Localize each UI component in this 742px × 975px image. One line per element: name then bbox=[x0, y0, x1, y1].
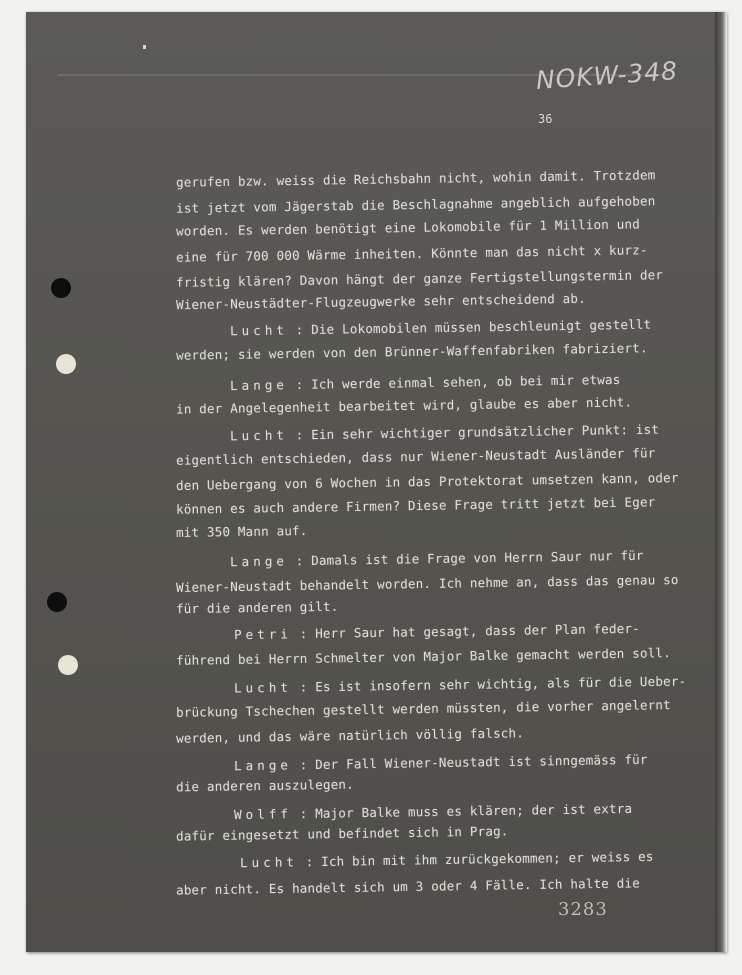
text-line: die anderen auszulegen. bbox=[175, 776, 354, 795]
text-line: Wiener-Neustädter-Flugzeugwerke sehr entscheidend ab. bbox=[175, 290, 586, 313]
text-line: den Uebergang von 6 Wochen in das Protektorat umsetzen kann, oder bbox=[175, 470, 679, 493]
speaker-line: Lange : Ich werde einmal sehen, ob bei mir etwas bbox=[229, 371, 621, 394]
text-line: Wiener-Neustadt behandelt worden. Ich nehme an, dass das genau so bbox=[175, 572, 679, 595]
text-line: worden. Es werden benötigt eine Lokomobile für 1 Million und bbox=[175, 216, 641, 239]
speaker-name: Lucht bbox=[229, 427, 289, 444]
text-line: dafür eingesetzt und befindet sich in Prag. bbox=[175, 823, 509, 844]
text-line: gerufen bzw. weiss die Reichsbahn nicht, wohin damit. Trotzdem bbox=[175, 167, 656, 190]
punch-hole bbox=[47, 592, 67, 612]
speaker-name: Lucht bbox=[239, 854, 299, 871]
text-line: brückung Tschechen gestellt werden müssten, die vorher angelernt bbox=[175, 697, 671, 720]
speaker-name: Petri bbox=[233, 626, 293, 643]
archive-reference-handwritten: NOKW-348 bbox=[534, 56, 679, 95]
text-line: aber nicht. Es handelt sich um 3 oder 4 Fälle. Ich halte die bbox=[175, 875, 641, 898]
page-edge-shadow bbox=[715, 12, 727, 952]
text-line: ist jetzt vom Jägerstab die Beschlagnahme angeblich aufgehoben bbox=[175, 193, 656, 216]
text-line: mit 350 Mann auf. bbox=[175, 522, 308, 541]
document-id-stamp: 3283 bbox=[558, 899, 608, 920]
text-line: in der Angelegenheit bearbeitet wird, glaube es aber nicht. bbox=[175, 394, 633, 417]
speaker-line: Lange : Der Fall Wiener-Neustadt ist sinngemäss für bbox=[233, 751, 648, 774]
speaker-name: Lucht bbox=[233, 679, 293, 696]
speaker-name: Lucht bbox=[229, 322, 289, 339]
text-line: werden, und das wäre natürlich völlig falsch. bbox=[175, 725, 525, 746]
text-line: werden; sie werden von den Brünner-Waffenfabriken fabriziert. bbox=[175, 340, 648, 363]
speck-mark bbox=[143, 45, 146, 49]
speaker-line: Lucht : Die Lokomobilen müssen beschleunigt gestellt bbox=[229, 316, 652, 339]
text-line: führend bei Herrn Schmelter von Major Balke gemacht werden soll. bbox=[175, 645, 671, 668]
speaker-line: Lange : Damals ist die Frage von Herrn Saur nur für bbox=[229, 547, 644, 570]
page-number: 36 bbox=[538, 112, 553, 126]
speaker-name: Lange bbox=[229, 553, 289, 570]
text-line: fristig klären? Davon hängt der ganze Fertigstellungstermin der bbox=[175, 267, 664, 290]
speaker-line: Petri : Herr Saur hat gesagt, dass der Plan feder- bbox=[233, 620, 640, 643]
speaker-line: Lucht : Ich bin mit ihm zurückgekommen; er weiss es bbox=[239, 848, 654, 871]
punch-hole bbox=[56, 354, 76, 374]
speaker-line: Wolff : Major Balke muss es klären; der ist extra bbox=[233, 800, 633, 823]
text-line: für die anderen gilt. bbox=[175, 598, 339, 617]
punch-hole bbox=[58, 655, 78, 675]
speaker-name: Lange bbox=[229, 377, 289, 394]
speaker-line: Lucht : Ein sehr wichtiger grundsätzlicher Punkt: ist bbox=[229, 421, 660, 444]
speaker-line: Lucht : Es ist insofern sehr wichtig, als für die Ueber- bbox=[233, 673, 687, 696]
speaker-name: Wolff bbox=[233, 806, 293, 823]
punch-hole bbox=[51, 278, 71, 298]
text-line: eigentlich entschieden, dass nur Wiener-Neustadt Ausländer für bbox=[175, 445, 656, 468]
text-line: können es auch andere Firmen? Diese Frage tritt jetzt bei Eger bbox=[175, 494, 656, 517]
text-line: eine für 700 000 Wärme inheiten. Könnte man das nicht x kurz- bbox=[175, 242, 648, 265]
speaker-name: Lange bbox=[233, 757, 293, 774]
